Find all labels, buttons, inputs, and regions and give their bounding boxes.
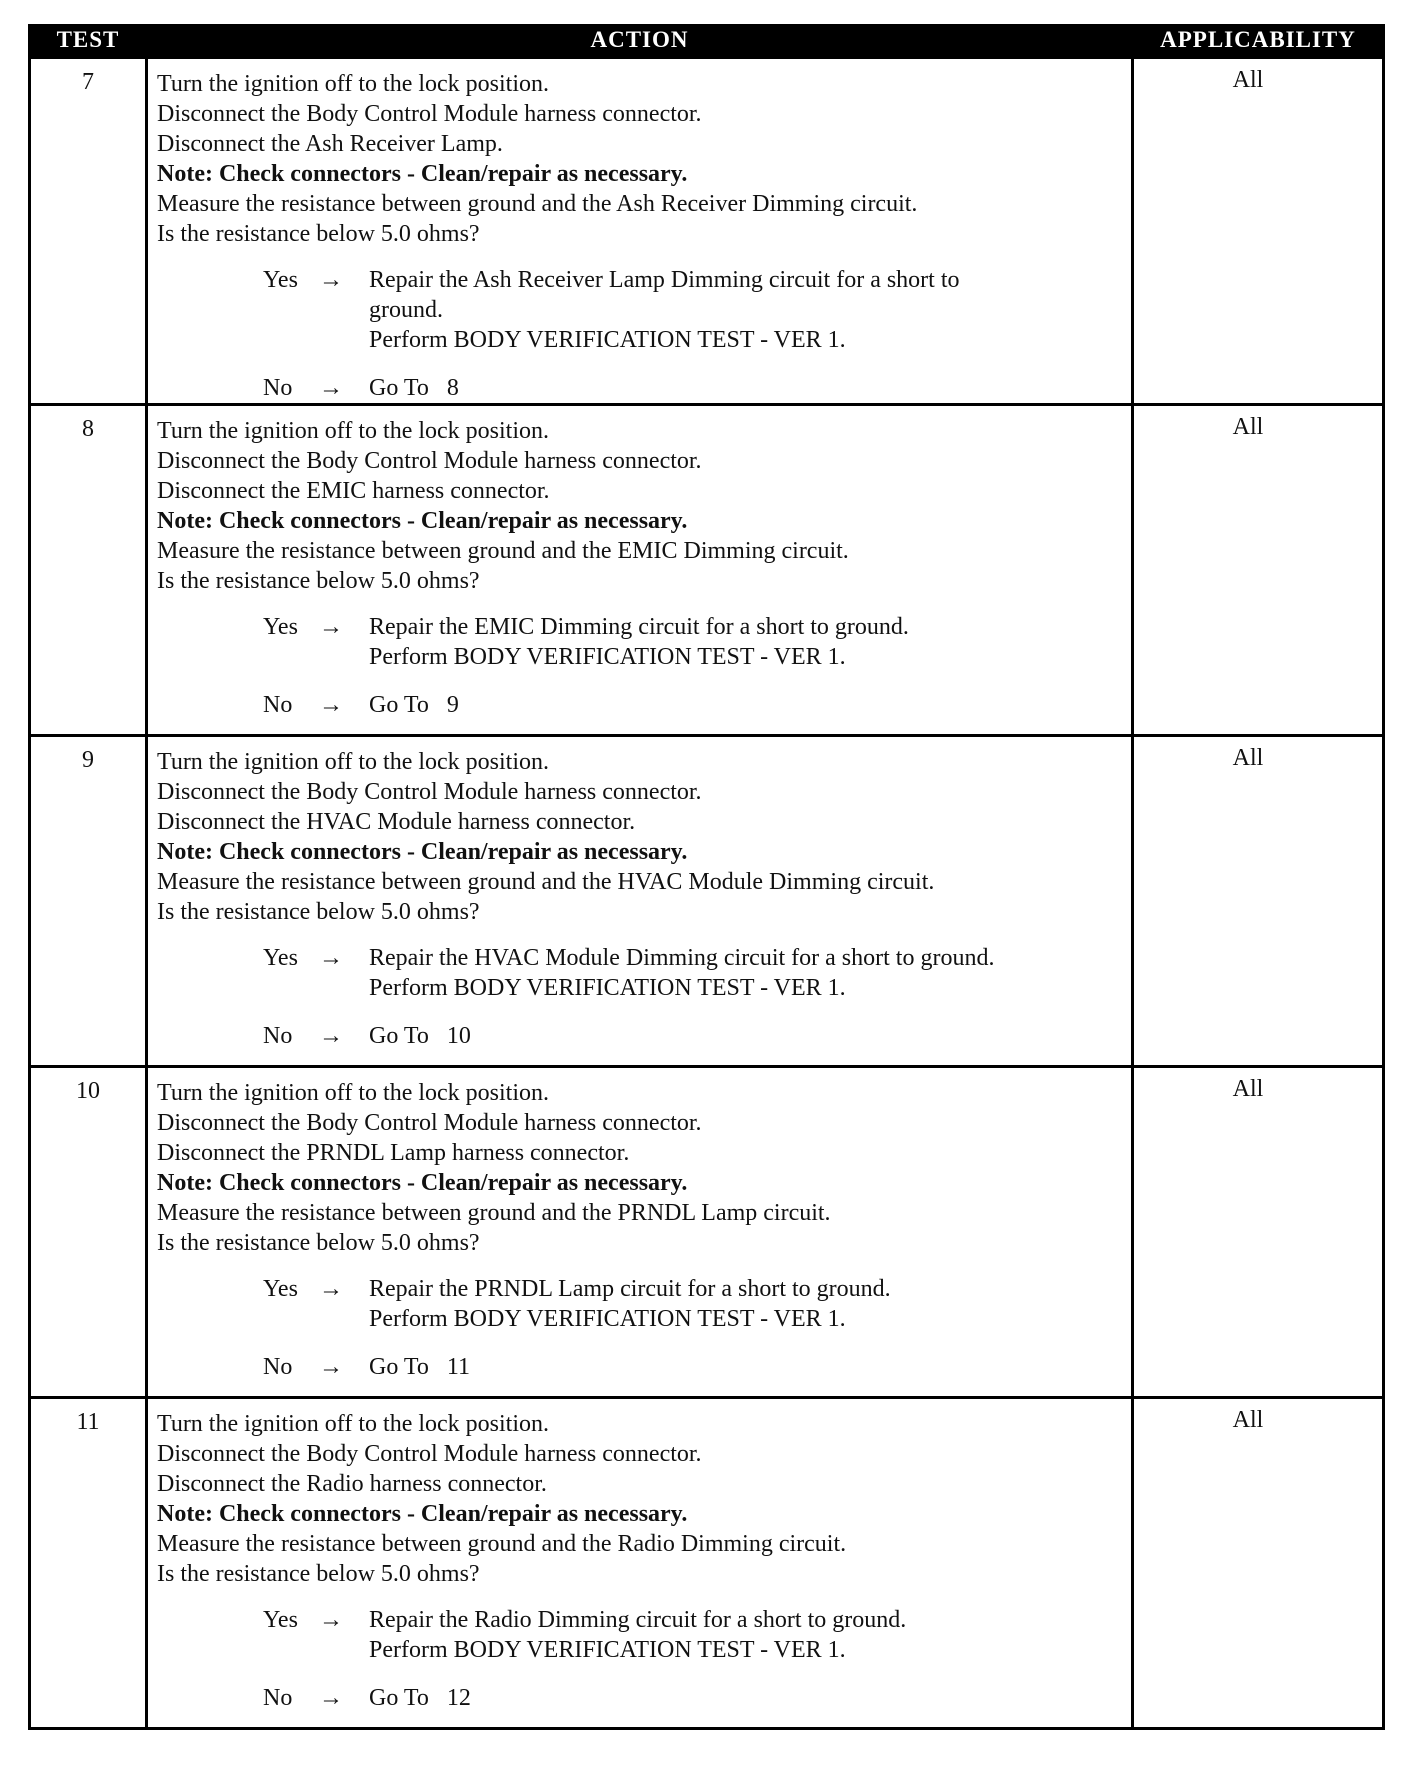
- action-cell: [147, 1067, 1133, 1398]
- goto-target: 12: [446, 1685, 471, 1711]
- applicability-value: All: [1133, 1398, 1384, 1729]
- test-number: 11: [30, 1398, 147, 1729]
- yes-label: Yes: [263, 945, 298, 971]
- goto: [369, 1352, 1129, 1382]
- yes-action-text: Repair the PRNDL Lamp circuit for a short to ground.: [369, 1276, 891, 1302]
- step-text: Disconnect the EMIC harness connector.: [157, 478, 550, 504]
- goto-target: 9: [446, 692, 459, 718]
- note-text: Note: Check connectors - Clean/repair as necessary.: [157, 839, 688, 865]
- step-text: Disconnect the Body Control Module harness connector.: [157, 779, 702, 805]
- yes-label: Yes: [263, 614, 298, 640]
- goto: [369, 1021, 1129, 1051]
- goto: [369, 373, 1129, 403]
- test-row: [30, 1398, 1384, 1729]
- test-number: 8: [30, 405, 147, 736]
- yes-action-text: Repair the Ash Receiver Lamp Dimming circuit for a short to: [369, 267, 960, 293]
- yes-label: Yes: [263, 1607, 298, 1633]
- arrow-right-icon: →: [319, 945, 343, 971]
- step-text: Turn the ignition off to the lock position.: [157, 418, 550, 444]
- step-text: Turn the ignition off to the lock position.: [157, 1411, 550, 1437]
- yes-action-text: Perform BODY VERIFICATION TEST - VER 1.: [369, 644, 846, 670]
- note-text: Note: Check connectors - Clean/repair as necessary.: [157, 508, 688, 534]
- question-text: Is the resistance below 5.0 ohms?: [157, 568, 480, 594]
- arrow-right-icon: →: [319, 614, 343, 640]
- yes-action-text: Repair the HVAC Module Dimming circuit for a short to ground.: [369, 945, 995, 971]
- no-branch: [157, 1021, 1123, 1051]
- goto: [369, 1683, 1129, 1713]
- step-text: Disconnect the Body Control Module harness connector.: [157, 448, 702, 474]
- yes-label: Yes: [263, 1276, 298, 1302]
- step-text: Disconnect the Body Control Module harness connector.: [157, 1441, 702, 1467]
- yes-branch: [157, 612, 1123, 672]
- yes-action-text: Perform BODY VERIFICATION TEST - VER 1.: [369, 327, 846, 353]
- applicability-value: All: [1133, 736, 1384, 1067]
- note-text: Note: Check connectors - Clean/repair as necessary.: [157, 1170, 688, 1196]
- step-text: Disconnect the Radio harness connector.: [157, 1471, 547, 1497]
- yes-branch: [157, 1274, 1123, 1334]
- yes-action-text: Perform BODY VERIFICATION TEST - VER 1.: [369, 975, 846, 1001]
- note-text: Note: Check connectors - Clean/repair as necessary.: [157, 1501, 688, 1527]
- applicability-value: All: [1133, 1067, 1384, 1398]
- yes-action-text: Repair the Radio Dimming circuit for a short to ground.: [369, 1607, 907, 1633]
- header-test: TEST: [30, 24, 147, 58]
- arrow-right-icon: →: [319, 692, 343, 718]
- goto-label: Go To: [369, 1685, 429, 1711]
- yes-branch: [157, 1605, 1123, 1665]
- question-text: Is the resistance below 5.0 ohms?: [157, 899, 480, 925]
- applicability-value: All: [1133, 405, 1384, 736]
- goto: [369, 690, 1129, 720]
- document-page: [28, 24, 1382, 1730]
- no-label: No: [263, 375, 293, 401]
- no-label: No: [263, 1354, 293, 1380]
- arrow-right-icon: →: [319, 375, 343, 401]
- arrow-right-icon: →: [319, 1685, 343, 1711]
- measure-text: Measure the resistance between ground and the Radio Dimming circuit.: [157, 1531, 847, 1557]
- goto-label: Go To: [369, 1354, 429, 1380]
- arrow-right-icon: →: [319, 1023, 343, 1049]
- no-label: No: [263, 1685, 293, 1711]
- step-text: Turn the ignition off to the lock position.: [157, 1080, 550, 1106]
- test-row: [30, 405, 1384, 736]
- question-text: Is the resistance below 5.0 ohms?: [157, 221, 480, 247]
- goto-target: 8: [446, 375, 459, 401]
- arrow-right-icon: →: [319, 1276, 343, 1302]
- yes-label: Yes: [263, 267, 298, 293]
- step-text: Disconnect the Ash Receiver Lamp.: [157, 131, 503, 157]
- arrow-right-icon: →: [319, 1607, 343, 1633]
- step-text: Disconnect the Body Control Module harness connector.: [157, 1110, 702, 1136]
- step-text: Turn the ignition off to the lock position.: [157, 749, 550, 775]
- test-number: 7: [30, 58, 147, 405]
- no-branch: [157, 373, 1123, 403]
- test-number: 9: [30, 736, 147, 1067]
- measure-text: Measure the resistance between ground and the HVAC Module Dimming circuit.: [157, 869, 935, 895]
- no-branch: [157, 690, 1123, 720]
- measure-text: Measure the resistance between ground and the PRNDL Lamp circuit.: [157, 1200, 831, 1226]
- goto-label: Go To: [369, 375, 429, 401]
- test-row: [30, 736, 1384, 1067]
- applicability-value: All: [1133, 58, 1384, 405]
- goto-target: 11: [446, 1354, 470, 1380]
- test-row: [30, 1067, 1384, 1398]
- header-row: [30, 24, 1384, 58]
- yes-branch: [157, 265, 1123, 355]
- action-cell: [147, 405, 1133, 736]
- question-text: Is the resistance below 5.0 ohms?: [157, 1230, 480, 1256]
- yes-action-text: Perform BODY VERIFICATION TEST - VER 1.: [369, 1306, 846, 1332]
- yes-branch: [157, 943, 1123, 1003]
- step-text: Turn the ignition off to the lock position.: [157, 71, 550, 97]
- arrow-right-icon: →: [319, 1354, 343, 1380]
- step-text: Disconnect the PRNDL Lamp harness connector.: [157, 1140, 630, 1166]
- question-text: Is the resistance below 5.0 ohms?: [157, 1561, 480, 1587]
- header-action: ACTION: [147, 24, 1133, 58]
- step-text: Disconnect the Body Control Module harness connector.: [157, 101, 702, 127]
- test-number: 10: [30, 1067, 147, 1398]
- action-cell: [147, 1398, 1133, 1729]
- no-branch: [157, 1352, 1123, 1382]
- measure-text: Measure the resistance between ground and the EMIC Dimming circuit.: [157, 538, 849, 564]
- goto-label: Go To: [369, 692, 429, 718]
- yes-action-text: Repair the EMIC Dimming circuit for a short to ground.: [369, 614, 909, 640]
- action-cell: [147, 736, 1133, 1067]
- goto-label: Go To: [369, 1023, 429, 1049]
- step-text: Disconnect the HVAC Module harness connector.: [157, 809, 636, 835]
- no-label: No: [263, 692, 293, 718]
- test-row: [30, 58, 1384, 405]
- arrow-right-icon: →: [319, 267, 343, 293]
- header-applicability: APPLICABILITY: [1133, 24, 1384, 58]
- diagnostic-test-table: [28, 24, 1385, 1730]
- yes-action-text: Perform BODY VERIFICATION TEST - VER 1.: [369, 1637, 846, 1663]
- note-text: Note: Check connectors - Clean/repair as necessary.: [157, 161, 688, 187]
- no-label: No: [263, 1023, 293, 1049]
- action-cell: [147, 58, 1133, 405]
- no-branch: [157, 1683, 1123, 1713]
- measure-text: Measure the resistance between ground and the Ash Receiver Dimming circuit.: [157, 191, 918, 217]
- yes-action-text: ground.: [369, 297, 443, 323]
- goto-target: 10: [446, 1023, 471, 1049]
